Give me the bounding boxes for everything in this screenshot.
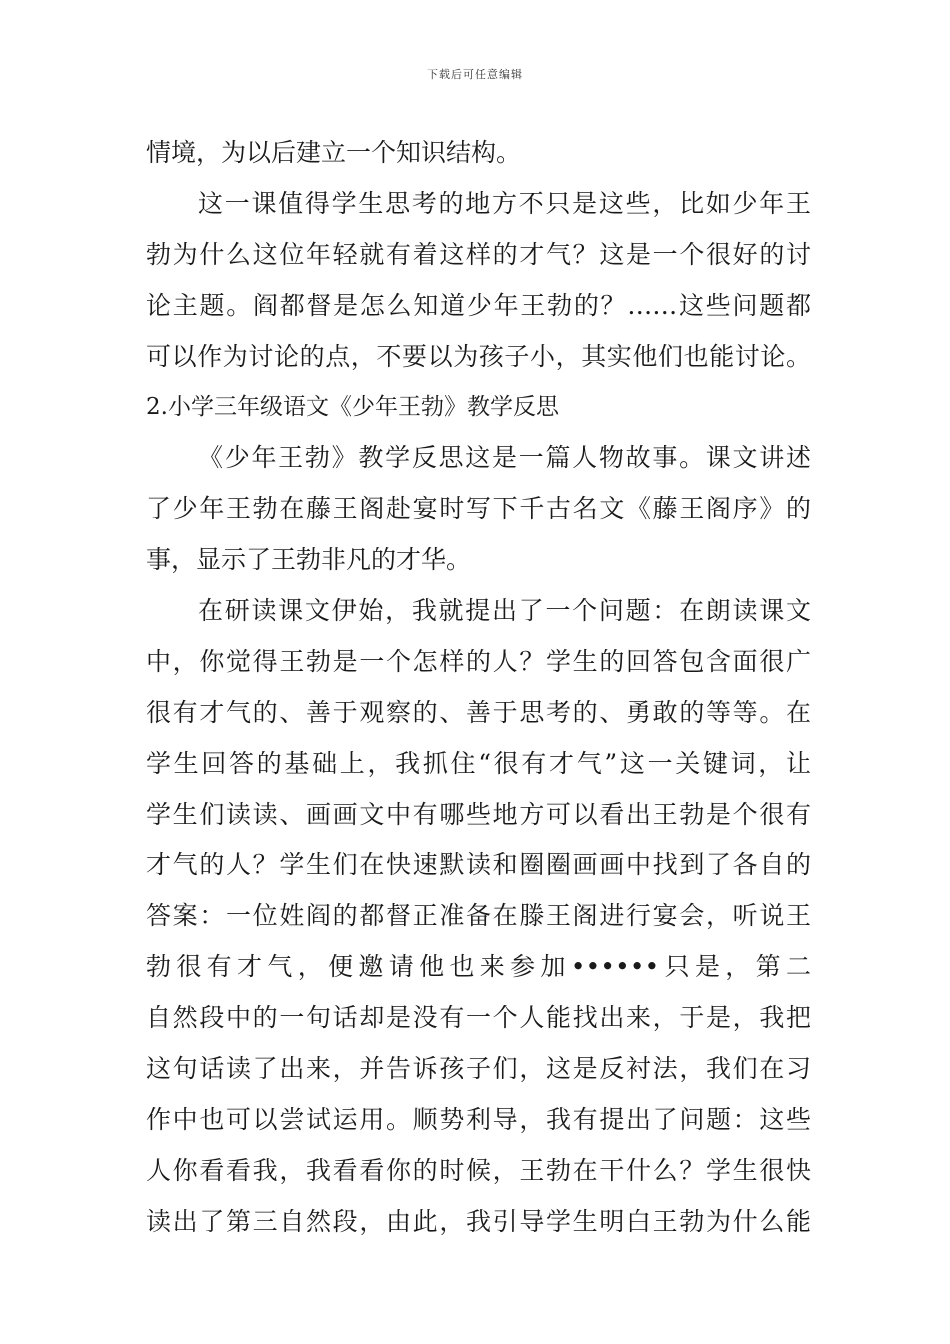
- text-line: 这句话读了出来，并告诉孩子们，这是反衬法，我们在习: [146, 1054, 811, 1084]
- text-line: 情境，为以后建立一个知识结构。: [146, 138, 522, 167]
- text-line: 中，你觉得王勃是一个怎样的人？学生的回答包含面很广: [146, 646, 811, 676]
- text-line: 论主题。阎都督是怎么知道少年王勃的？……这些问题都: [146, 290, 811, 320]
- text-line: 勃很有才气，便邀请他也来参加••••••只是，第二: [146, 952, 811, 982]
- text-line: 勃为什么这位年轻就有着这样的才气？这是一个很好的讨: [146, 239, 811, 269]
- text-line: 了少年王勃在藤王阁赴宴时写下千古名文《藤王阁序》的: [146, 494, 811, 524]
- text-line: 事，显示了王勃非凡的才华。: [146, 545, 472, 575]
- text-line: 人你看看我，我看看你的时候，王勃在干什么？学生很快: [146, 1155, 811, 1185]
- text-line: 自然段中的一句话却是没有一个人能找出来，于是，我把: [146, 1003, 811, 1033]
- text-line: 学生们读读、画画文中有哪些地方可以看出王勃是个很有: [146, 799, 811, 829]
- text-line: 这一课值得学生思考的地方不只是这些，比如少年王: [198, 188, 811, 218]
- page-header: 下载后可任意编辑: [427, 68, 523, 81]
- text-line: 答案：一位姓阎的都督正准备在滕王阁进行宴会，听说王: [146, 901, 811, 931]
- text-line: 《少年王勃》教学反思这是一篇人物故事。课文讲述: [198, 443, 811, 473]
- text-line: 读出了第三自然段，由此，我引导学生明白王勃为什么能: [146, 1206, 811, 1236]
- document-body: [146, 128, 811, 1248]
- text-line: 可以作为讨论的点，不要以为孩子小，其实他们也能讨论。: [146, 341, 811, 371]
- text-line: 作中也可以尝试运用。顺势利导，我有提出了问题：这些: [146, 1104, 811, 1134]
- text-line: 才气的人？学生们在快速默读和圈圈画画中找到了各自的: [146, 850, 811, 880]
- text-line: 学生回答的基础上，我抓住“很有才气”这一关键词，让: [146, 748, 811, 778]
- section-heading: 2.小学三年级语文《少年王勃》教学反思: [146, 394, 559, 421]
- text-line: 在研读课文伊始，我就提出了一个问题：在朗读课文: [198, 596, 811, 626]
- text-line: 很有才气的、善于观察的、善于思考的、勇敢的等等。在: [146, 697, 811, 727]
